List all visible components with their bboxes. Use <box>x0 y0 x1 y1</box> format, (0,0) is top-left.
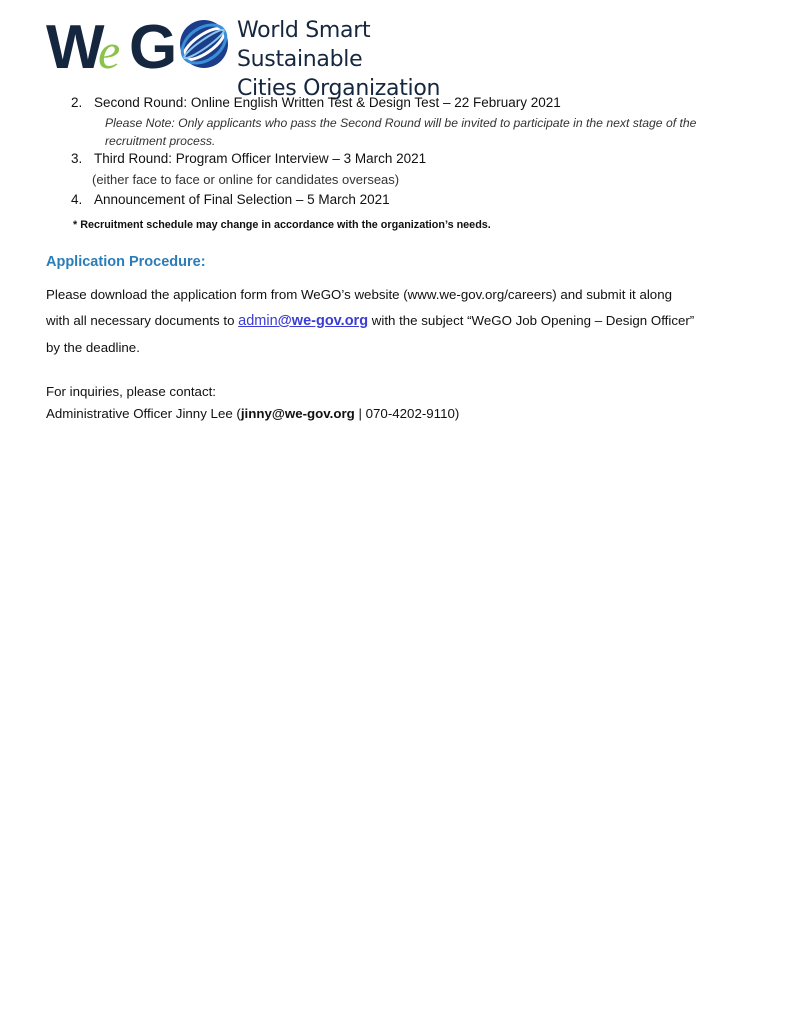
contact-post: | 070-4202-9110) <box>354 406 460 421</box>
procedure-line1: Please download the application form from WeGO’s website (www.we-gov.org/careers) and submit it along <box>46 287 672 302</box>
email-domain: @we-gov.org <box>277 313 369 329</box>
organization-name <box>237 16 501 103</box>
wego-logo-mark <box>46 16 231 74</box>
round-number: 4. <box>71 192 83 207</box>
procedure-line3: by the deadline. <box>46 340 140 355</box>
round-text: Announcement of Final Selection – 5 March 2021 <box>94 192 390 207</box>
logo-w: W <box>46 16 99 74</box>
note-line2: recruitment process. <box>105 134 216 148</box>
contact-label: For inquiries, please contact: <box>46 384 216 399</box>
round-number: 3. <box>71 151 83 166</box>
org-name-line2: Cities Organization <box>237 76 441 101</box>
procedure-line2 <box>46 313 694 329</box>
admin-email-link[interactable] <box>238 313 368 329</box>
contact-email[interactable]: jinny@we-gov.org <box>240 406 355 421</box>
procedure-line2-post: with the subject “WeGO Job Opening – Design Officer” <box>368 313 695 328</box>
round-3 <box>71 151 426 166</box>
round-number: 2. <box>71 95 83 110</box>
round-3-note: (either face to face or online for candidates overseas) <box>92 172 400 187</box>
schedule-footnote: * Recruitment schedule may change in accordance with the organization’s needs. <box>73 219 491 231</box>
logo-e: e <box>98 23 121 74</box>
round-4 <box>71 192 390 207</box>
procedure-line2-pre: with all necessary documents to <box>46 313 239 328</box>
contact-line <box>46 406 459 421</box>
globe-icon <box>175 17 231 71</box>
application-procedure-heading: Application Procedure: <box>46 254 206 270</box>
email-user: admin <box>238 313 278 329</box>
round-2-note <box>105 114 755 150</box>
contact-pre: Administrative Officer Jinny Lee ( <box>46 406 241 421</box>
round-2 <box>71 95 561 110</box>
wego-logo <box>46 16 501 101</box>
note-line1: Please Note: Only applicants who pass the Second Round will be invited to participate in the next stage of the <box>105 116 697 130</box>
round-text: Second Round: Online English Written Test & Design Test – 22 February 2021 <box>94 95 561 110</box>
logo-g: G <box>129 16 178 74</box>
org-name-line1: World Smart Sustainable <box>237 18 371 72</box>
round-text: Third Round: Program Officer Interview – 3 March 2021 <box>94 151 427 166</box>
